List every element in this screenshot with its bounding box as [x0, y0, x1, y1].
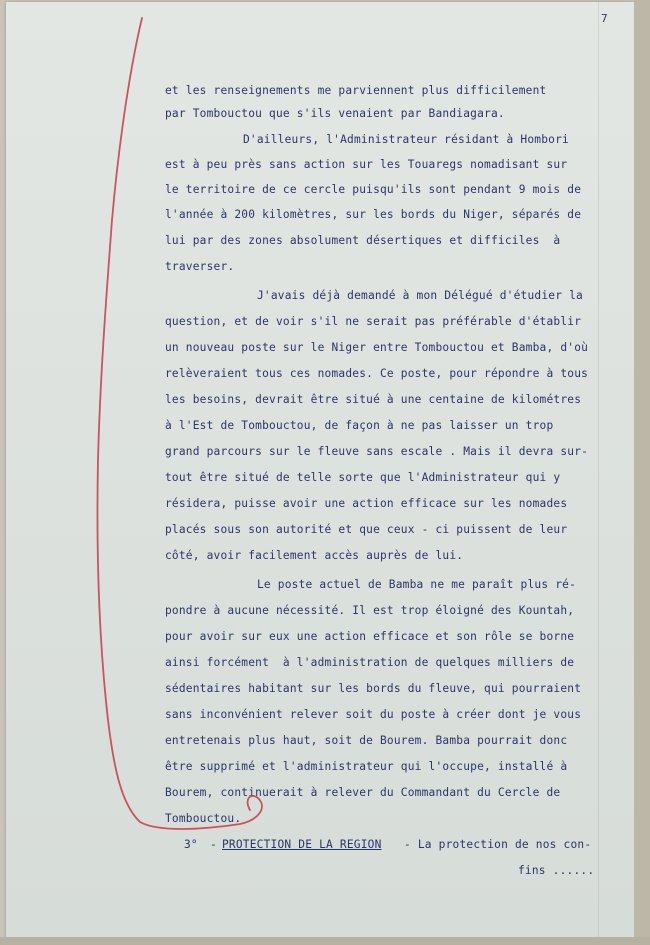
closing-line: fins ...... — [518, 864, 595, 877]
text-line: résidera, puisse avoir une action efficace sur les nomades — [165, 497, 568, 510]
text-line: l'année à 200 kilomètres, sur les bords du Niger, séparés de — [165, 208, 582, 221]
text-line: entretenais plus haut, soit de Bourem. Bamba pourrait donc — [165, 734, 568, 747]
section-number: 3° — [184, 838, 198, 851]
text-line: J'avais déjà demandé à mon Délégué d'étudier la — [257, 289, 583, 302]
text-line: pondre à aucune nécessité. Il est trop éloigné des Kountah, — [165, 604, 575, 617]
text-line: Tombouctou. — [165, 812, 242, 825]
text-line: tout être situé de telle sorte que l'Administrateur qui y — [165, 471, 561, 484]
text-line: un nouveau poste sur le Niger entre Tombouctou et Bamba, d'où — [165, 341, 589, 354]
text-line: placés sous son autorité et que ceux - ci puissent de leur — [165, 523, 568, 536]
text-line: D'ailleurs, l'Administrateur résidant à Hombori — [243, 133, 569, 146]
text-line: grand parcours sur le fleuve sans escale . Mais il devra sur- — [165, 445, 589, 458]
text-line: ainsi forcément à l'administration de quelques milliers de — [165, 656, 575, 669]
text-line: sans inconvénient relever soit du poste à créer dont je vous — [165, 708, 582, 721]
text-line: est à peu près sans action sur les Touaregs nomadisant sur — [165, 158, 568, 171]
text-line: et les renseignements me parviennent plus difficilement — [165, 84, 547, 97]
text-line: sédentaires habitant sur les bords du fleuve, qui pourraient — [165, 682, 582, 695]
section-continuation: - La protection de nos con- — [404, 838, 592, 851]
section-title: PROTECTION DE LA REGION — [222, 838, 382, 851]
text-line: Le poste actuel de Bamba ne me paraît plus ré- — [257, 578, 577, 591]
text-line: les besoins, devrait être situé à une centaine de kilométres — [165, 393, 582, 406]
text-line: par Tombouctou que s'ils venaient par Bandiagara. — [165, 107, 505, 120]
section-dash: - — [210, 838, 217, 851]
text-line: question, et de voir s'il ne serait pas préférable d'établir — [165, 315, 582, 328]
text-line: relèveraient tous ces nomades. Ce poste, pour répondre à tous — [165, 367, 589, 380]
text-line: côté, avoir facilement accès auprès de lui. — [165, 549, 464, 562]
text-line: le territoire de ce cercle puisqu'ils sont pendant 9 mois de — [165, 183, 582, 196]
text-line: Bourem, continuerait à relever du Commandant du Cercle de — [165, 786, 561, 799]
text-line: à l'Est de Tombouctou, de façon à ne pas laisser un trop — [165, 419, 554, 432]
text-line: lui par des zones absolument désertiques et difficiles à — [165, 234, 561, 247]
text-line: traverser. — [165, 260, 235, 273]
text-line: être supprimé et l'administrateur qui l'occupe, installé à — [165, 760, 568, 773]
text-line: pour avoir sur eux une action efficace et son rôle se borne — [165, 630, 575, 643]
page-number: 7 — [601, 12, 608, 25]
